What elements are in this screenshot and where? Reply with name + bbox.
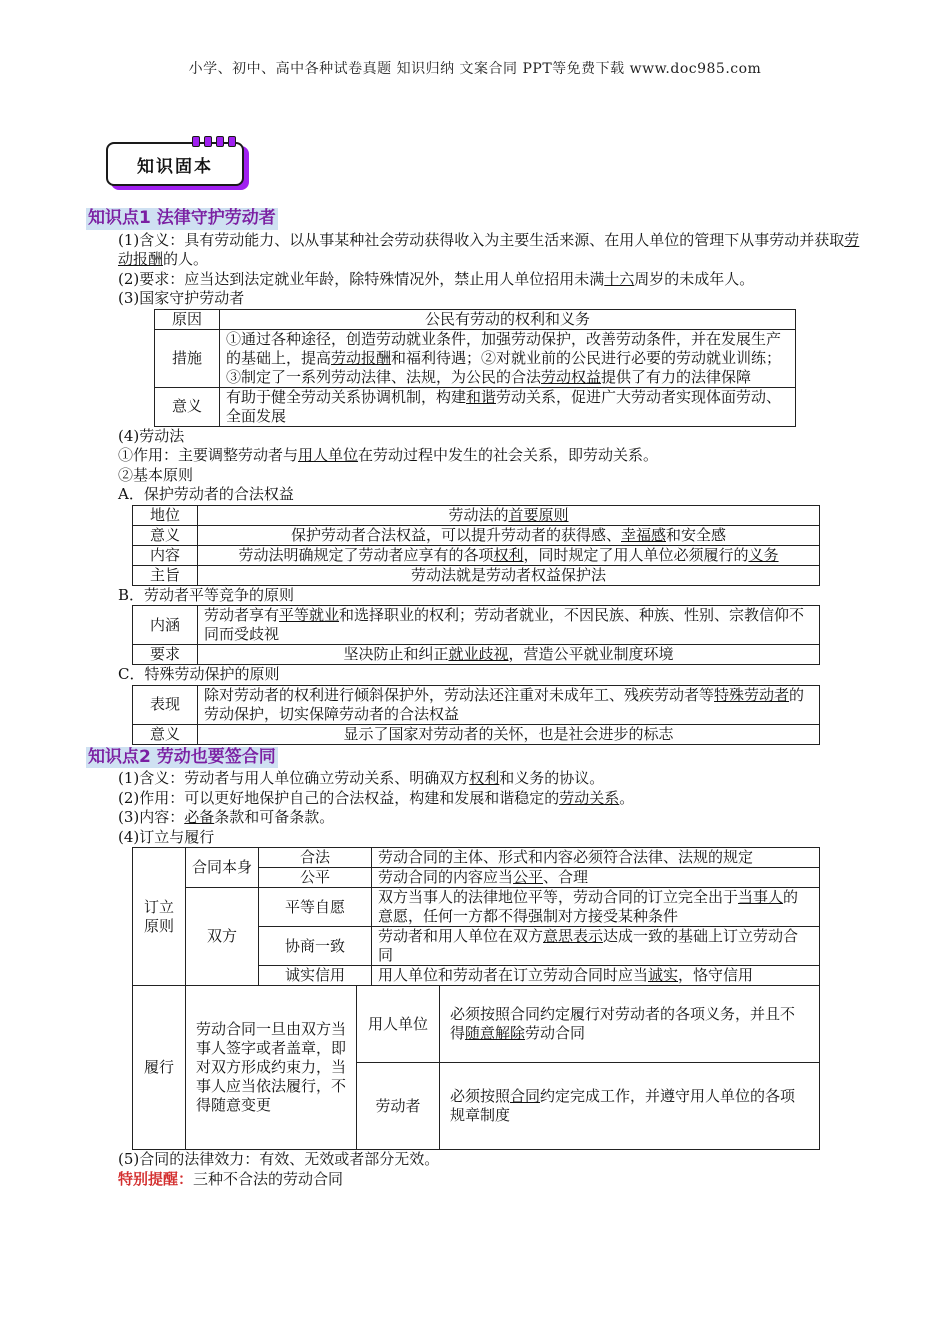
principle-c-table — [132, 685, 820, 745]
principle-b-title: B．劳动者平等竞争的原则 — [118, 585, 295, 604]
labor-law-title: (4)劳动法 — [118, 426, 185, 445]
principle-a-table — [132, 505, 820, 586]
cell-label: 意义 — [133, 525, 198, 545]
cell-label: 用人单位 — [357, 986, 440, 1063]
cell-label: 原因 — [155, 309, 220, 329]
cell-label: 协商一致 — [259, 927, 372, 966]
cell-value: 劳动合同的主体、形式和内容必须符合法律、法规的规定 — [372, 848, 820, 868]
labor-law-basic: ②基本原则 — [118, 465, 194, 484]
cell-label: 意义 — [133, 724, 198, 744]
cell-label: 合法 — [259, 848, 372, 868]
cell-value: 必须按照合同约定完成工作，并遵守用人单位的各项规章制度 — [440, 1063, 820, 1150]
section-badge — [106, 142, 244, 186]
page-header: 小学、初中、高中各种试卷真题 知识归纳 文案合同 PPT等免费下载 www.doc985.com — [188, 61, 762, 77]
cell-label: 措施 — [155, 329, 220, 387]
tip-text: 三种不合法的劳动合同 — [193, 1169, 344, 1188]
perform-table — [132, 985, 820, 1150]
badge-title: 知识固本 — [137, 157, 213, 177]
cell-label: 内容 — [133, 545, 198, 565]
cell-perform-desc: 劳动合同一旦由双方当事人签字或者盖章，即对双方形成约束力，当事人应当依法履行，不得随意变更 — [186, 986, 357, 1150]
cell-value: 坚决防止和纠正就业歧视，营造公平就业制度环境 — [198, 645, 820, 665]
cell-principle: 订立原则 — [133, 848, 186, 986]
principle-c-title: C．特殊劳动保护的原则 — [118, 665, 280, 683]
cell-value: 保护劳动者合法权益，可以提升劳动者的获得感、幸福感和安全感 — [198, 525, 820, 545]
cell-value: 用人单位和劳动者在订立劳动合同时应当诚实，恪守信用 — [372, 966, 820, 986]
cell-value: 公民有劳动的权利和义务 — [220, 309, 796, 329]
labor-law-function: ①作用：主要调整劳动者与用人单位在劳动过程中发生的社会关系，即劳动关系。 — [118, 446, 659, 464]
contract-table — [132, 847, 820, 986]
cell-value: 劳动法的首要原则 — [198, 505, 820, 525]
cell-value: 劳动法明确规定了劳动者应享有的各项权利，同时规定了用人单位必须履行的义务 — [198, 545, 820, 565]
cell-value: 除对劳动者的权利进行倾斜保护外，劳动法还注重对未成年工、残疾劳动者等特殊劳动者的劳动保护，切实保障劳动者的合法权益 — [198, 685, 820, 724]
cell-label: 劳动者 — [357, 1063, 440, 1150]
cell-value: ①通过各种途径，创造劳动就业条件，加强劳动保护，改善劳动条件，并在发展生产的基础上，提高劳动报酬和福利待遇；②对就业前的公民进行必要的劳动就业训练；③制定了一系列劳动法律、法规，为公民的合法劳动权益提供了有力的法律保障 — [220, 329, 796, 387]
cell-label: 地位 — [133, 505, 198, 525]
cell-label: 意义 — [155, 387, 220, 426]
badge-dots — [192, 136, 236, 147]
state-protection-table — [154, 309, 796, 427]
tip-label: 特别提醒： — [118, 1169, 194, 1188]
kp1-title: 知识点1 法律守护劳动者 — [88, 208, 276, 228]
principle-a-title: A．保护劳动者的合法权益 — [118, 485, 294, 503]
kp1-definition: (1)含义：具有劳动能力、以从事某种社会劳动获得收入为主要生活来源、在用人单位的管理下从事劳动并获取劳动报酬的人。 — [118, 230, 860, 268]
cell-both: 双方 — [186, 888, 259, 986]
cell-label: 主旨 — [133, 565, 198, 585]
cell-itself: 合同本身 — [186, 848, 259, 888]
kp2-title: 知识点2 劳动也要签合同 — [88, 746, 276, 767]
kp2-function: (2)作用：可以更好地保护自己的合法权益，构建和发展和谐稳定的劳动关系。 — [118, 788, 635, 807]
cell-value: 有助于健全劳动关系协调机制，构建和谐劳动关系，促进广大劳动者实现体面劳动、全面发展 — [220, 387, 796, 426]
cell-label: 公平 — [259, 868, 372, 888]
cell-label: 平等自愿 — [259, 888, 372, 927]
kp2-sign-title: (4)订立与履行 — [118, 827, 215, 846]
cell-value: 必须按照合同约定履行对劳动者的各项义务，并且不得随意解除劳动合同 — [440, 986, 820, 1063]
kp2-content: (3)内容：必备条款和可备条款。 — [118, 808, 335, 826]
cell-label: 要求 — [133, 645, 198, 665]
cell-label: 内涵 — [133, 606, 198, 645]
cell-value: 显示了国家对劳动者的关怀，也是社会进步的标志 — [198, 724, 820, 744]
kp1-state-title: (3)国家守护劳动者 — [118, 289, 245, 307]
kp2-definition: (1)含义：劳动者与用人单位确立劳动关系、明确双方权利和义务的协议。 — [118, 769, 605, 787]
document-body — [86, 208, 866, 1189]
kp2-effect: (5)合同的法律效力：有效、无效或者部分无效。 — [118, 1150, 440, 1168]
cell-value: 劳动者享有平等就业和选择职业的权利；劳动者就业，不因民族、种族、性别、宗教信仰不同而受歧视 — [198, 606, 820, 645]
cell-value: 双方当事人的法律地位平等，劳动合同的订立完全出于当事人的意愿，任何一方都不得强制对方接受某种条件 — [372, 888, 820, 927]
cell-value: 劳动合同的内容应当公平、合理 — [372, 868, 820, 888]
kp2-tip — [86, 1170, 866, 1190]
cell-perform: 履行 — [133, 986, 186, 1150]
cell-label: 诚实信用 — [259, 966, 372, 986]
cell-value: 劳动者和用人单位在双方意思表示达成一致的基础上订立劳动合同 — [372, 927, 820, 966]
cell-value: 劳动法就是劳动者权益保护法 — [198, 565, 820, 585]
principle-b-table — [132, 605, 820, 665]
cell-label: 表现 — [133, 685, 198, 724]
kp1-requirement: (2)要求：应当达到法定就业年龄，除特殊情况外，禁止用人单位招用未满十六周岁的未成年人。 — [118, 269, 755, 288]
